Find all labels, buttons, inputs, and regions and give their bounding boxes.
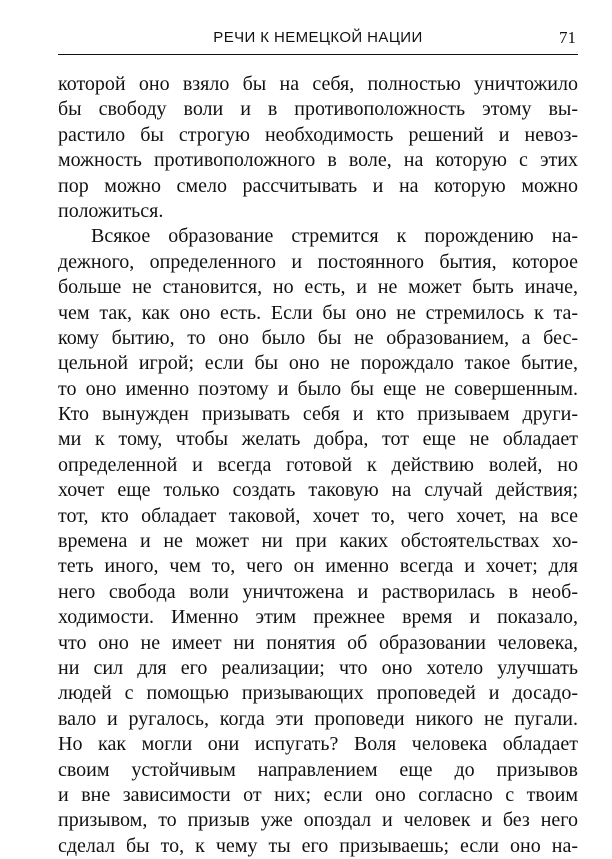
text-line: времена и не может ни при каких обстоятельствах хо- [58, 530, 578, 553]
text-line: кому бытию, то оно было бы не образованием, а бес- [58, 326, 578, 349]
text-line: Но как могли они испугать? Воля человека обладает [58, 733, 578, 756]
running-title: РЕЧИ К НЕМЕЦКОЙ НАЦИИ [213, 29, 423, 46]
text-line: положиться. [58, 199, 164, 222]
text-line: ми к тому, чтобы желать добра, тот еще не обладает [58, 428, 578, 451]
text-line: ни сил для его реализации; что оно хотело улучшать [58, 656, 578, 679]
text-line: тот, кто обладает таковой, хочет то, чего хочет, на все [58, 504, 578, 527]
text-line: вало и ругалось, когда эти проповеди никого не пугали. [58, 707, 578, 730]
text-line: призывом, то призыв уже опоздал и человек и без него [58, 809, 578, 832]
paragraph [58, 224, 578, 859]
text-line: сделал бы то, к чему ты его призываешь; если оно на- [58, 834, 578, 857]
text-line: пор можно смело рассчитывать и на которую можно [58, 174, 578, 197]
text-line: дежного, определенного и постоянного бытия, которое [58, 250, 578, 273]
text-line: чем так, как оно есть. Если бы оно не стремилось к та- [58, 301, 578, 324]
text-line: которой оно взяло бы на себя, полностью уничтожило [58, 73, 578, 95]
text-line: бы свободу воли и в противоположность этому вы- [58, 98, 578, 121]
text-line: хочет еще только создать таковую на случай действия; [58, 479, 578, 502]
text-line: определенной и всегда готовой к действию волей, но [58, 453, 578, 476]
text-line: Всякое образование стремится к порождению на- [91, 225, 578, 248]
page-number: 71 [559, 28, 576, 47]
text-line: теть иного, чем то, чего он именно всегда и хочет; для [58, 555, 578, 578]
text-line: растило бы строгую необходимость решений и невоз- [58, 123, 578, 146]
text-line: людей с помощью призывающих проповедей и досадо- [58, 682, 578, 705]
text-line: него свобода воли уничтожена и растворилась в необ- [58, 580, 578, 603]
text-line: и вне зависимости от них; если оно согласно с твоим [58, 783, 578, 806]
running-header [58, 22, 578, 55]
text-line: Кто вынужден призывать себя и кто призываем други- [58, 403, 578, 426]
paragraph-continued [58, 72, 578, 224]
text-line: что оно не имеет ни понятия об образовании человека, [58, 631, 578, 654]
text-line: своим устойчивым направлением еще до призывов [58, 758, 578, 781]
text-line: больше не становится, но есть, и не может быть иначе, [58, 276, 578, 299]
text-line: то оно именно поэтому и было бы еще не совершенным. [58, 377, 578, 400]
text-line: можность противоположного в воле, на которую с этих [58, 149, 578, 172]
body-text [58, 72, 578, 859]
text-line: цельной игрой; если бы оно не порождало такое бытие, [58, 352, 578, 375]
text-line: ходимости. Именно этим прежнее время и показало, [58, 606, 578, 629]
